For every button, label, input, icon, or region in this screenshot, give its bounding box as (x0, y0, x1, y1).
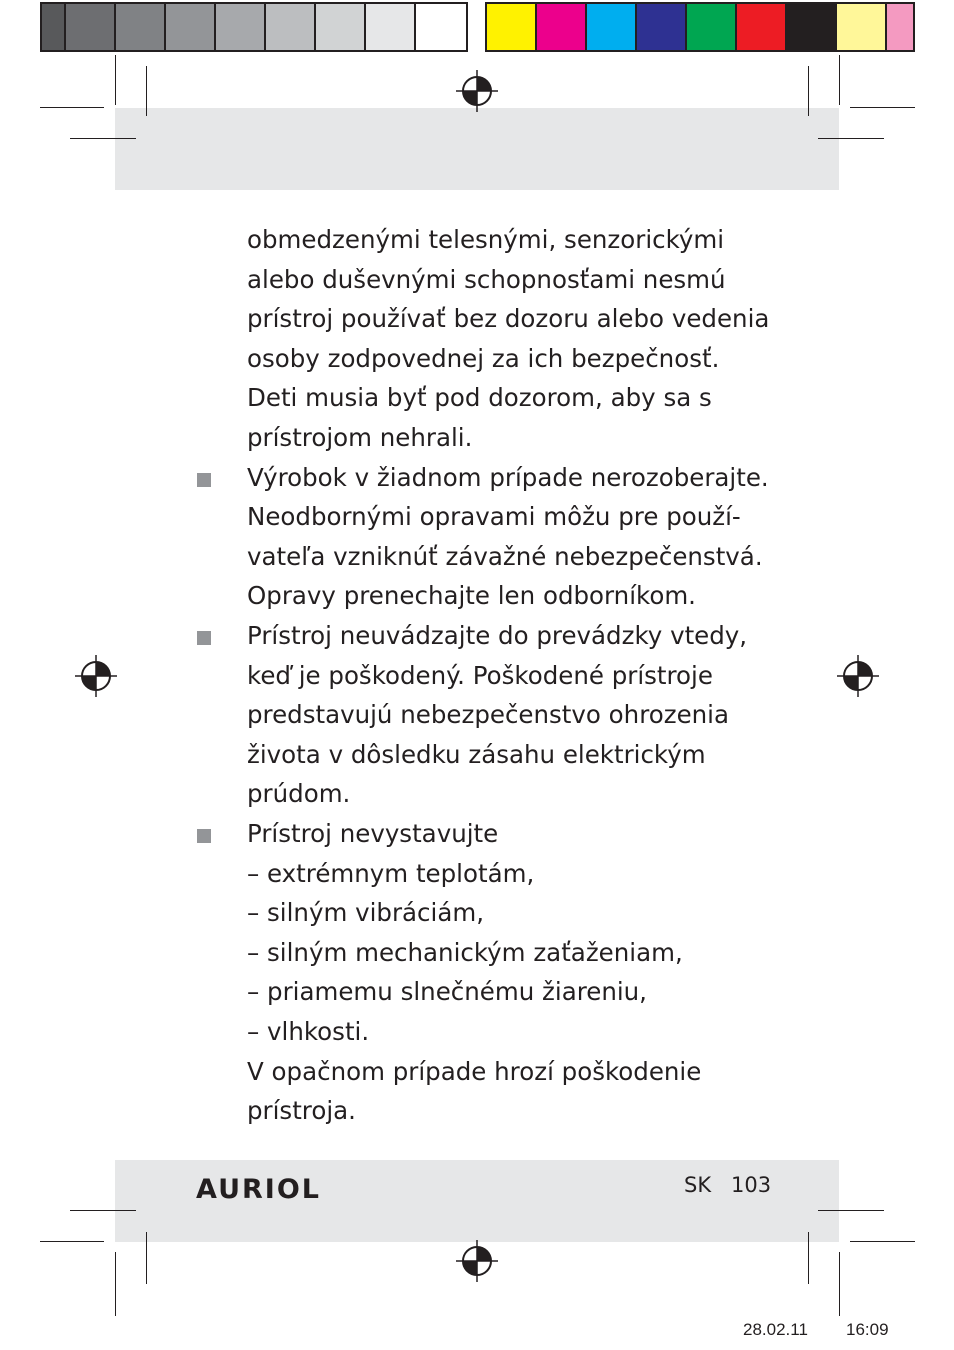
text-line: života v dôsledku zásahu elektrickým (247, 739, 706, 769)
text-line: prúdom. (247, 779, 351, 809)
color-swatch (116, 4, 166, 50)
color-swatch (366, 4, 416, 50)
intro-paragraph (247, 220, 787, 458)
grayscale-calibration-bar (40, 2, 468, 52)
color-swatch (216, 4, 266, 50)
color-swatch (587, 4, 637, 50)
text-line: alebo duševnými schopnosťami nesmú (247, 264, 726, 294)
print-date: 28.02.11 (743, 1320, 808, 1339)
bullet-square-icon (197, 631, 211, 645)
text-line: Prístroj neuvádzajte do prevádzky vtedy, (247, 621, 748, 650)
auriol-logo (196, 1172, 356, 1204)
registration-mark-icon (75, 655, 117, 697)
text-line: – silným vibráciám, (247, 898, 484, 928)
color-swatch (537, 4, 587, 50)
print-time: 16:09 (846, 1320, 889, 1339)
text-line: vateľa vzniknúť závažné nebezpečenstvá. (247, 541, 763, 571)
text-line: Deti musia byť pod dozorom, aby sa s (247, 383, 712, 413)
color-swatch (487, 4, 537, 50)
color-swatch (416, 4, 466, 50)
text-line: prístrojom nehrali. (247, 422, 473, 452)
bullet-square-icon (197, 473, 211, 487)
header-band (115, 108, 839, 190)
text-line: – vlhkosti. (247, 1016, 370, 1046)
color-swatch (637, 4, 687, 50)
text-line: – extrémnym teplotám, (247, 858, 535, 888)
text-line: Prístroj nevystavujte (247, 819, 499, 848)
text-line: keď je poškodený. Poškodené prístroje (247, 660, 713, 690)
bullet-paragraph (247, 616, 787, 814)
text-line: osoby zodpovednej za ich bezpečnosť. (247, 343, 720, 373)
color-swatch (787, 4, 837, 50)
registration-mark-icon (456, 70, 498, 112)
color-swatch (42, 4, 66, 50)
text-line: Neodbornými opravami môžu pre použí- (247, 502, 741, 532)
page-number: 103 (731, 1173, 772, 1197)
bullet-paragraph (247, 814, 787, 1131)
color-swatch (837, 4, 887, 50)
text-line: Výrobok v žiadnom prípade nerozoberajte. (247, 462, 769, 492)
color-swatch (737, 4, 787, 50)
text-line: – silným mechanickým zaťaženiam, (247, 937, 683, 967)
text-line: Opravy prenechajte len odborníkom. (247, 581, 696, 611)
color-swatch (316, 4, 366, 50)
brand-name: AURIOL (196, 1174, 321, 1204)
registration-mark-icon (456, 1240, 498, 1282)
text-line: obmedzenými telesnými, senzorickými (247, 225, 725, 254)
text-line: V opačnom prípade hrozí poškodenie (247, 1056, 702, 1086)
text-line: – priamemu slnečnému žiareniu, (247, 977, 647, 1007)
text-line: predstavujú nebezpečenstvo ohrozenia (247, 700, 729, 730)
text-line: prístroja. (247, 1096, 356, 1126)
page-language: SK (684, 1173, 712, 1197)
color-swatch (166, 4, 216, 50)
registration-mark-icon (837, 655, 879, 697)
color-calibration-bar (485, 2, 915, 52)
color-swatch (687, 4, 737, 50)
bullet-square-icon (197, 829, 211, 843)
text-line: prístroj používať bez dozoru alebo vedenia (247, 304, 770, 334)
color-swatch (266, 4, 316, 50)
bullet-paragraph (247, 458, 787, 616)
color-swatch (887, 4, 915, 50)
color-swatch (66, 4, 116, 50)
